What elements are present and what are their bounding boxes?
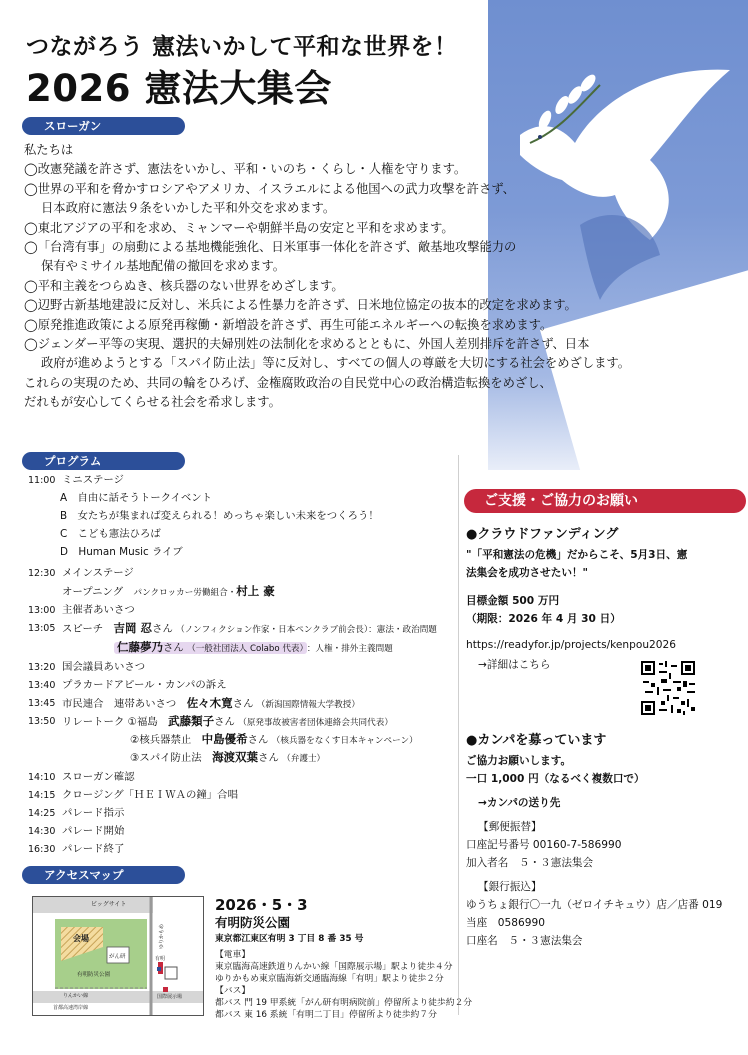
crowdfunding-url[interactable]: https://readyfor.jp/projects/kenpou2026 [466,639,677,651]
program-text: パレード終了 [62,843,125,855]
qr-code-icon[interactable] [636,656,700,720]
speaker-honorific: さん [152,623,173,635]
program-text: パレード開始 [62,825,125,837]
slogan-label: スローガン [22,117,185,135]
slogan-line: ◯世界の平和を脅かすロシアやアメリカ、イスラエルによる他国への武力攻撃を許さず、 [24,181,515,196]
speaker-topic: ：人権・排外主義問題 [306,644,393,654]
kampa-text: ご協力お願いします。 [466,755,572,767]
program-time: 12:30 [28,568,56,579]
speaker-name: 村上 豪 [236,584,275,598]
program-text: A 自由に話そうトークイベント [60,492,213,504]
postal-line: 加入者名 ５・３憲法集会 [466,857,594,869]
slogan-line: 政府が進めようとする「スパイ防止法」等に反対し、すべての個人の尊厳を大切にする社会をめざします。 [41,356,631,371]
program-time: 14:15 [28,790,56,801]
bank-label: 【銀行振込】 [478,881,542,893]
program-time: 14:25 [28,808,56,819]
crowdfunding-text: 法集会を成功させたい！" [466,567,589,579]
speaker-name: 吉岡 忍 [113,621,153,635]
speaker-honorific: さん [258,752,279,764]
kampa-text: 一口 1,000 円（なるべく複数口で） [466,773,645,785]
program-time: 14:30 [28,826,56,837]
program-label: プログラム [22,452,185,470]
crowdfunding-note-line: クラウド [668,422,712,435]
map-label-bigsite: ビッグサイト [91,901,127,908]
speaker-name: 武藤類子 [168,714,215,728]
speaker-affiliation: （核兵器をなくす日本キャンペーン） [271,736,418,746]
postal-label: 【郵便振替】 [478,821,542,833]
page-title: 2026 憲法大集会 [26,67,332,110]
bank-line: 口座名 ５・３憲法集会 [466,935,583,947]
slogan-text [24,141,634,413]
slogan-line: ◯平和主義をつらぬき、核兵器のない世界をめざします。 [24,278,344,293]
program-text: ②核兵器禁止 [130,734,192,746]
slogan-line: 私たちは [24,143,74,157]
map-label-yurikamome: ゆりかもめ [159,923,165,949]
program-text: B 女たちが集まれば変えられる！めっちゃ楽しい未来をつくろう！ [60,510,379,522]
kampa-heading: ●カンパを募っています [466,733,607,748]
speaker-name: 佐々木寛 [186,696,233,710]
crowdfunding-detail-link[interactable]: →詳細はこちら [478,659,551,671]
slogan-line: ◯辺野古新基地建設に反対し、米兵による性暴力を許さず、日米地位協定の抜本的改定を求めます。 [24,298,577,313]
program-text: 国会議員あいさつ [62,661,146,673]
program-text: ③スパイ防止法 [130,752,202,764]
map-label-ganken: がん研 [109,954,126,960]
program-text: ミニステージ [62,474,124,486]
crowdfunding-goal: 目標金額 500 万円 [466,595,560,607]
program-text: スローガン確認 [62,771,135,783]
access-line: 都バス 門 19 甲系統「がん研有明病院前」停留所より徒歩約２分 [215,998,473,1008]
crowdfunding-note-line: ファンディングに [647,436,733,449]
crowdfunding-period: （期限：2026 年 4 月 30 日） [466,613,621,625]
slogan-line: ◯「台湾有事」の扇動による基地機能強化、日米軍事一体化を許さず、敵基地攻撃能力の [24,240,517,255]
program-time: 11:00 [28,475,56,486]
map-label-expo: 国際展示場 [157,994,183,1000]
event-date: 2026・5・3 [215,896,308,914]
program-text: D Human Music ライブ [60,546,183,558]
speaker-topic: ：憲法・政治問題 [368,625,437,635]
slogan-line: ◯改憲発議を許さず、憲法をいかし、平和・いのち・くらし・人権を守ります。 [24,162,467,177]
crowdfunding-heading: ●クラウドファンディング [466,527,619,542]
map-label-ariake: 有明 [155,956,166,962]
program-time: 13:00 [28,605,56,616]
slogan-line: ◯原発推進政策による原発再稼働・新増設を許さず、再生可能エネルギーへの転換を求めます。 [24,317,553,332]
program-text: メインステージ [62,567,134,579]
program-text: 主催者あいさつ [62,604,135,616]
speaker-affiliation: （原発事故被害者団体連絡会共同代表） [238,718,393,728]
crowdfunding-text: "「平和憲法の危機」だからこそ、5月3日、憲 [466,549,688,561]
support-banner: ご支援・ご協力のお願い [464,489,746,513]
program-time: 13:40 [28,680,56,691]
map-graphic [33,897,204,1016]
map-label-highway: 首都高速湾岸線 [53,1005,89,1011]
speaker-honorific: さん [214,716,235,728]
crowdfunding-note [640,422,740,464]
program-text: オープニング [62,586,124,598]
speaker-affiliation: パンクロッカー労働組合・ [133,588,237,598]
speaker-name: 仁藤夢乃 [117,640,163,654]
program-time: 13:50 [28,716,56,727]
speaker-affiliation: （新潟国際情報大学教授） [256,700,360,710]
program-text: プラカードアピール・カンパの訴え [62,679,227,691]
program-text: クロージング「ＨＥＩＷＡの鐘」合唱 [62,789,238,801]
speaker-affiliation: （ノンフィクション作家・日本ペンクラブ前会長） [176,625,369,635]
venue-address: 東京都江東区有明 3 丁目 8 番 35 号 [215,934,364,944]
speaker-honorific: さん [232,698,254,710]
program-text: 市民連合 連帯あいさつ [62,698,177,710]
postal-line: 口座記号番号 00160-7-586990 [466,839,622,851]
slogan-line: 保有やミサイル基地配備の撤回を求めます。 [41,259,286,274]
program-text: C こども憲法ひろば [60,528,161,540]
access-line: 東京臨海高速鉄道りんかい線「国際展示場」駅より徒歩４分 [215,962,453,972]
program-text: スピーチ [62,623,104,635]
program-time: 13:45 [28,698,56,709]
program-time: 16:30 [28,844,56,855]
speaker-honorific: さん [247,734,269,746]
program-time: 13:20 [28,662,56,673]
slogan-line: ◯ジェンダー平等の実現、選択的夫婦別姓の法制化を求めるとともに、外国人差別排斥を許さず、日本 [24,337,590,352]
bank-line: 当座 0586990 [466,917,545,929]
access-map [32,896,204,1016]
speaker-affiliation: （一般社団法人 Colabo 代表） [187,644,304,654]
slogan-line: だれもが安心してくらせる社会を希求します。 [24,395,281,410]
map-label-venue: 会場 [73,934,89,943]
program-text: パレード指示 [62,807,125,819]
slogan-line: これらの実現のため、共同の輪をひろげ、金権腐敗政治の自民党中心の政治構造転換をめざし、 [24,375,552,390]
venue-name: 有明防災公園 [215,915,291,930]
speaker-name: 海渡双葉 [212,750,259,764]
map-label-park: 有明防災公園 [77,972,111,978]
program-time: 13:05 [28,623,56,634]
program-text: リレートーク ①福島 [62,716,158,728]
page-subtitle: つながろう 憲法いかして平和な世界を！ [26,34,458,60]
program-time: 14:10 [28,772,56,783]
access-line: 【電車】 [215,950,251,960]
bank-line: ゆうちょ銀行〇一九（ゼロイチキュウ）店／店番 019 [466,899,723,911]
map-label-rinkai: りんかい線 [63,993,89,999]
column-divider [458,455,459,1015]
slogan-line: ◯東北アジアの平和を求め、ミャンマーや朝鮮半島の安定と平和を求めます。 [24,220,454,235]
kampa-link[interactable]: →カンパの送り先 [478,797,561,809]
access-line: 都バス 東 16 系統「有明二丁目」停留所より徒歩約７分 [215,1010,437,1020]
speaker-affiliation: （弁護士） [282,754,326,764]
access-line: ゆりかもめ東京臨海新交通臨海線「有明」駅より徒歩２分 [215,974,444,984]
access-label: アクセスマップ [22,866,185,884]
crowdfunding-note-line: ご協力ください [652,450,728,463]
access-line: 【バス】 [215,986,251,996]
speaker-name: 中島優希 [201,732,248,746]
speaker-honorific: さん [163,642,184,654]
slogan-line: 日本政府に憲法９条をいかした平和外交を求めます。 [41,201,336,216]
